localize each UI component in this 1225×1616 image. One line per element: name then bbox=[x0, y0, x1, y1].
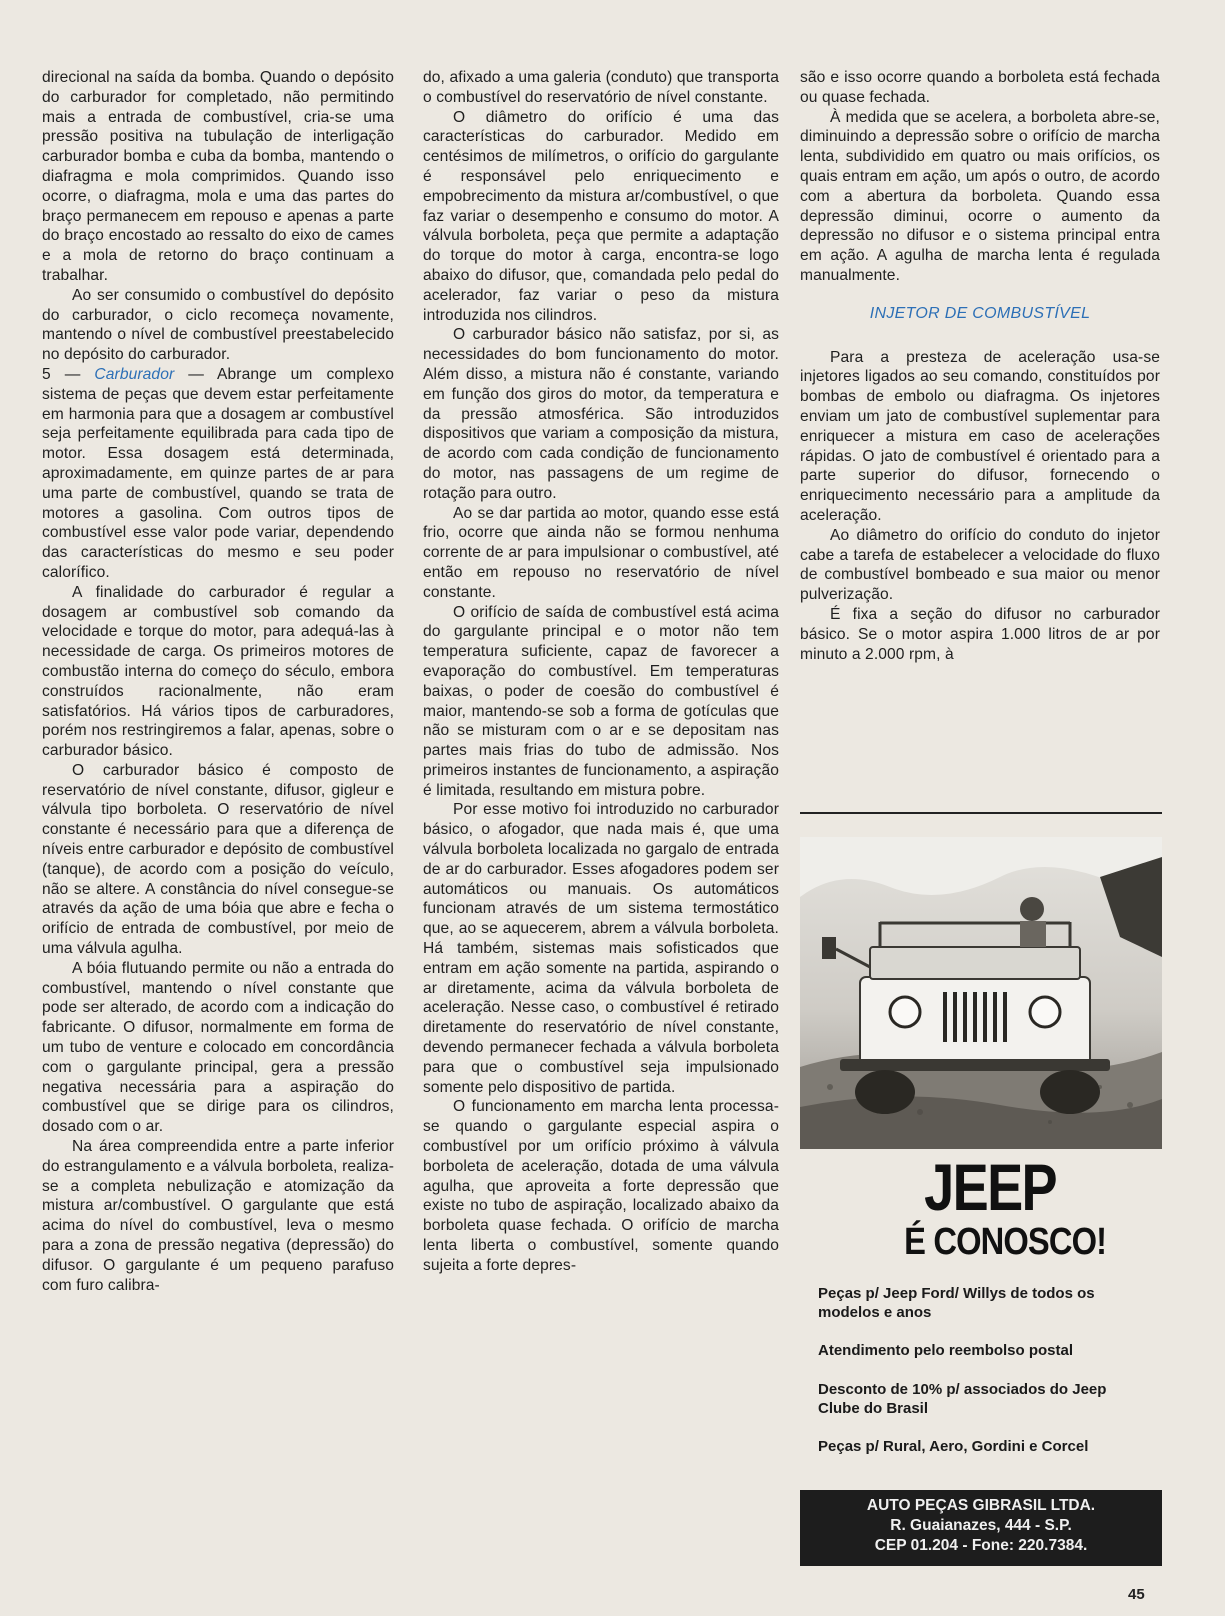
text-column-2 bbox=[423, 68, 779, 1276]
paragraph: Por esse motivo foi introduzido no carburador básico, o afogador, que nada mais é, que uma válvula borboleta localizada no gargalo de entrada de ar do carburador. Esses afogadores podem ser automáticos ou manuais. Os automáticos funcionam através de um sistema termostático que, ao se aquecerem, abrem a válvula borboleta. Há também, sistemas mais sofisticados que entram em ação somente na partida, aspirando o ar diretamente, acima da válvula borboleta de aceleração. Nesse caso, o combustível é retirado diretamente do reservatório de nível constante, devendo permanecer fechada a válvula borboleta para que o combustível seja impulsionado somente pelo dispositivo de partida. bbox=[423, 801, 779, 1096]
company-contact-box bbox=[800, 1490, 1162, 1566]
paragraph: O carburador básico não satisfaz, por si, as necessidades do bom funcionamento do motor. Além disso, a mistura não é constante, variando em função dos giros do motor, da temperatura e da pressão atmosférica. São introduzidos dispositivos que variam a composição da mistura, de acordo com cada condição de funcionamento do motor, nas passagens de um regime de rotação para outro. bbox=[423, 326, 779, 502]
page-number: 45 bbox=[1128, 1586, 1145, 1603]
company-phone: CEP 01.204 - Fone: 220.7384. bbox=[874, 1537, 1088, 1554]
paragraph: Ao se dar partida ao motor, quando esse está frio, ocorre que ainda não se formou nenhuma corrente de ar para impulsionar o combustível, até então em repouso no reservatório de nível constante. bbox=[423, 504, 779, 601]
jeep-photo bbox=[800, 837, 1162, 1149]
divider bbox=[800, 812, 1162, 814]
section-heading: INJETOR DE COMBUSTÍVEL bbox=[869, 304, 1091, 322]
jeep-advertisement bbox=[800, 812, 1162, 1568]
paragraph: são e isso ocorre quando a borboleta está fechada ou quase fechada. bbox=[800, 69, 1160, 106]
paragraph: À medida que se acelera, a borboleta abre-se, diminuindo a depressão sobre o orifício de marcha lenta, subdividido em quatro ou mais orifícios, os quais entram em ação, um após o outro, de acordo com a abertura da borboleta. Quando essa depressão diminui, ocorre o aumento da depressão no difusor e o sistema principal entra em ação. A agulha de marcha lenta é regulada manualmente. bbox=[800, 108, 1160, 284]
paragraph: do, afixado a uma galeria (conduto) que transporta o combustível do reservatório de nível constante. bbox=[423, 69, 779, 106]
paragraph: Ao diâmetro do orifício do conduto do injetor cabe a tarefa de estabelecer a velocidade do fluxo de combustível bombeado e sua maior ou menor pulverização. bbox=[800, 526, 1160, 604]
paragraph: direcional na saída da bomba. Quando o depósito do carburador for completado, não permitindo mais a entrada de combustível, cria-se uma pressão positiva na tubulação de interligação carburador bomba e cuba da bomba, mantendo o diafragma e mola comprimidos. Quando isso ocorre, o diafragma, mola e uma das partes do braço permanecem em repouso e apenas a parte do braço encostado ao ressalto do eixo de cames e a mola de retorno do braço continuam a trabalhar. bbox=[42, 69, 394, 284]
ad-headline: JEEP bbox=[924, 1150, 1057, 1224]
list-number: 5 — bbox=[42, 365, 95, 383]
text-column-3 bbox=[800, 68, 1160, 664]
ad-item: Peças p/ Rural, Aero, Gordini e Corcel bbox=[818, 1438, 1089, 1455]
ad-item: Desconto de 10% p/ associados do Jeep Clube do Brasil bbox=[818, 1381, 1107, 1417]
paragraph: Para a presteza de aceleração usa-se injetores ligados ao seu comando, constituídos por bombas de embolo ou diafragma. Os injetores enviam um jato de combustível suplementar para enriquecer a mistura em caso de acelerações rápidas. O jato de combustível é orientado para a parte superior do difusor, fornecendo o enriquecimento necessário para a amplitude da aceleração. bbox=[800, 348, 1160, 524]
company-address: R. Guaianazes, 444 - S.P. bbox=[890, 1517, 1072, 1534]
company-name: AUTO PEÇAS GIBRASIL LTDA. bbox=[866, 1497, 1096, 1514]
paragraph: Ao ser consumido o combustível do depósito do carburador, o ciclo recomeça novamente, mantendo o nível de combustível preestabelecido no depósito do carburador. bbox=[42, 286, 394, 364]
paragraph: A finalidade do carburador é regular a dosagem ar combustível sob comando da velocidade e torque do motor, para adequá-las à necessidade de carga. Os primeiros motores de combustão interna do começo do século, embora construídos racionalmente, não eram satisfatórios. Há vários tipos de carburadores, porém nos restringiremos a falar, apenas, sobre o carburador básico. bbox=[42, 583, 394, 760]
paragraph: O orifício de saída de combustível está acima do gargulante principal e o motor não tem temperatura suficiente, capaz de favorecer a evaporação do combustível. Em temperaturas baixas, o poder de coesão do combustível é maior, mantendo-se sob a forma de gotículas que não se misturam com o ar e se depositam nas partes mais frias do tubo de admissão. Nos primeiros instantes de funcionamento, a aspiração é limitada, resultando em mistura pobre. bbox=[423, 603, 779, 799]
paragraph: O diâmetro do orifício é uma das características do carburador. Medido em centésimos de milímetros, o orifício do gargulante é responsável pelo enriquecimento e empobrecimento da mistura ar/combustível, o que faz variar o desempenho e consumo do motor. A válvula borboleta, peça que permite a adaptação do torque do motor à carga, encontra-se logo abaixo do difusor, que, comandada pelo pedal do acelerador, faz variar o peso da mistura introduzida nos cilindros. bbox=[423, 108, 779, 324]
ad-item: Atendimento pelo reembolso postal bbox=[818, 1342, 1074, 1359]
paragraph: Na área compreendida entre a parte inferior do estrangulamento e a válvula borboleta, realiza-se a completa nebulização e atomização da mistura ar/combustível. O gargulante que está acima do nível do combustível, leva o mesmo para a zona de pressão negativa (depressão) do difusor. O gargulante é um pequeno parafuso com furo calibra- bbox=[42, 1138, 394, 1294]
paragraph bbox=[42, 365, 394, 583]
keyword-carburador: Carburador bbox=[94, 365, 175, 383]
text-column-1 bbox=[42, 68, 394, 1295]
paragraph: A bóia flutuando permite ou não a entrada do combustível, mantendo o nível constante que pode ser alterado, de acordo com a indicação do fabricante. O difusor, normalmente em forma de um tubo de venture e colocado em concordância com o gargulante principal, gera a pressão negativa necessária para a aspiração do combustível que se dirige para os cilindros, dosado com o ar. bbox=[42, 959, 394, 1136]
ad-subheadline: É CONOSCO! bbox=[904, 1221, 1107, 1263]
jeep-illustration bbox=[800, 837, 1162, 1149]
paragraph: O carburador básico é composto de reservatório de nível constante, difusor, gigleur e válvula tipo borboleta. O reservatório de nível constante é necessário para que a diferença de níveis entre carburador e depósito de combustível (tanque), de acordo com a posição do veículo, não se altere. A constância do nível consegue-se através da ação de uma bóia que abre e fecha o orifício de entrada de combustível, por meio de uma válvula agulha. bbox=[42, 761, 394, 958]
paragraph: É fixa a seção do difusor no carburador básico. Se o motor aspira 1.000 litros de ar por minuto a 2.000 rpm, à bbox=[800, 605, 1160, 663]
paragraph: O funcionamento em marcha lenta processa-se quando o gargulante especial aspira o combustível por um orifício próximo à válvula borboleta de aceleração, dotada de uma válvula agulha, que aproveita a forte depressão que existe no tubo de aspiração, localizado abaixo da borboleta quase fechada. O orifício de marcha lenta liberta o combustível, somente quando sujeita a forte depres- bbox=[423, 1098, 779, 1274]
paragraph-text: — Abrange um complexo sistema de peças que devem estar perfeitamente em harmonia para que a dosagem ar combustível seja perfeitamente equilibrada para cada tipo de motor. Essa dosagem está determinada, aproximadamente, em quinze partes de ar para uma parte de combustível, quando se trata de motores a gasolina. Com outros tipos de combustível esse valor pode variar, dependendo das características do mesmo e seu poder calorífico. bbox=[42, 365, 394, 581]
ad-item: Peças p/ Jeep Ford/ Willys de todos os modelos e anos bbox=[818, 1285, 1095, 1321]
